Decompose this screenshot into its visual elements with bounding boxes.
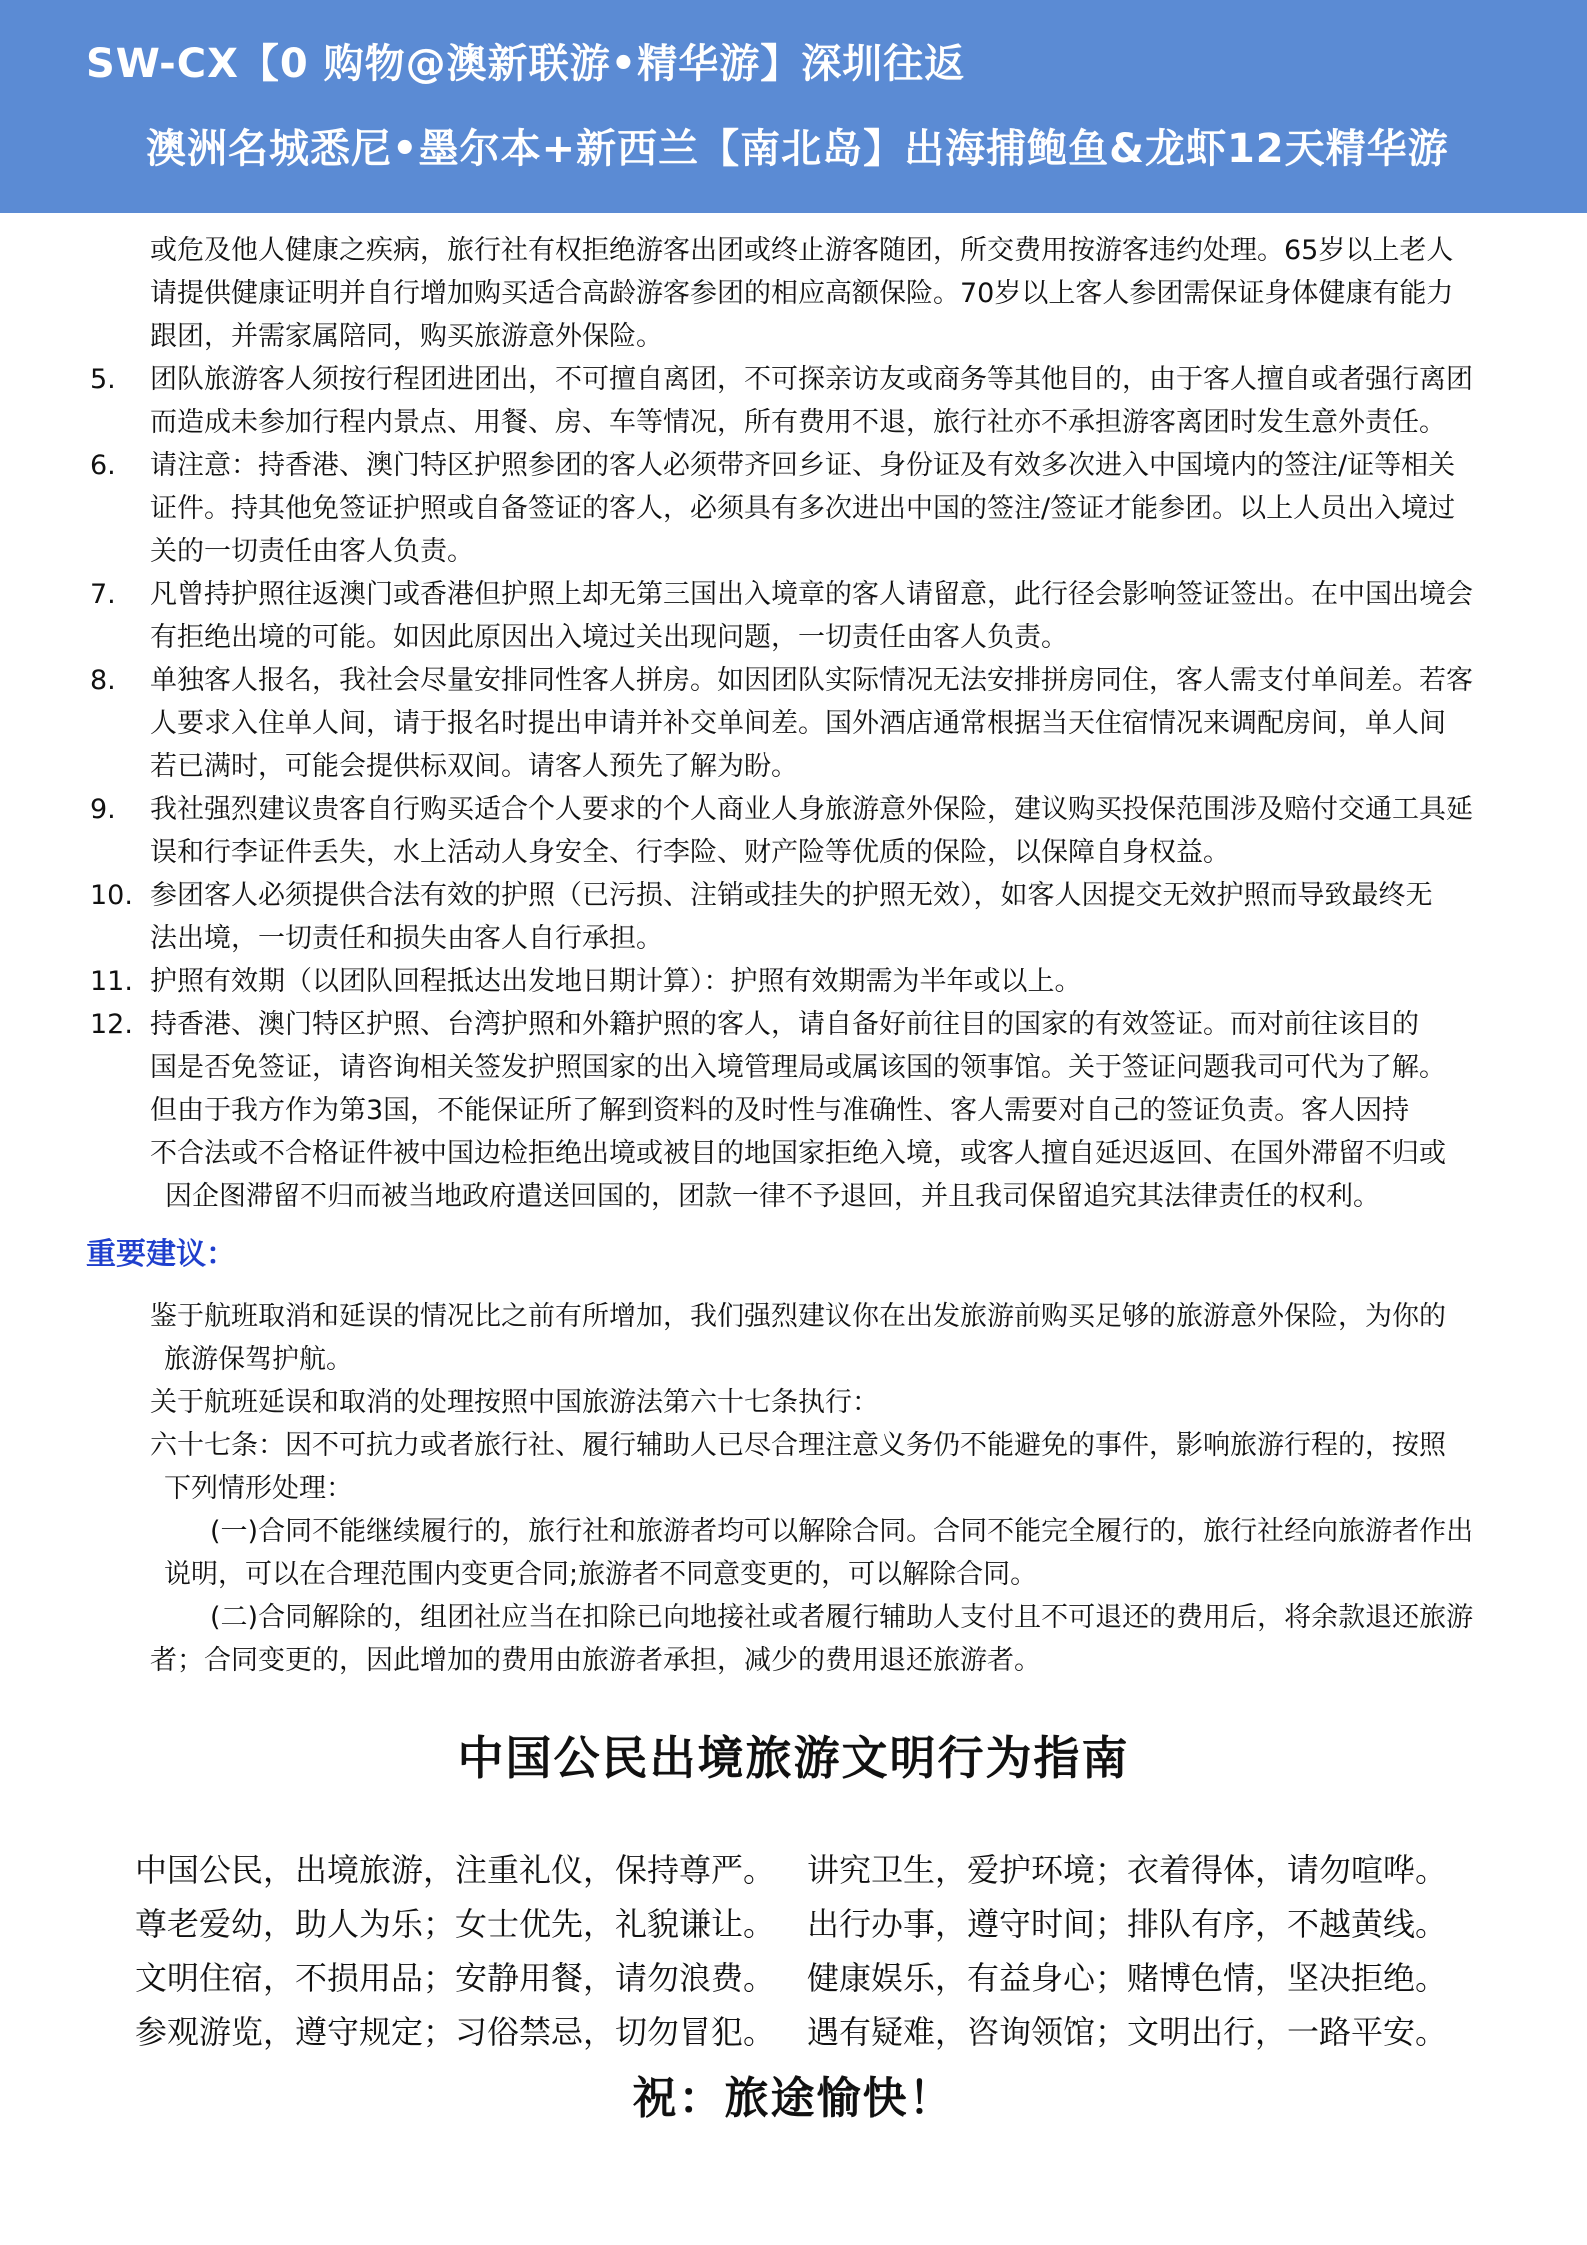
note-item (90, 874, 1510, 960)
verse: 遇有疑难，咨询领馆；文明出行，一路平安。 (807, 2013, 1448, 2051)
text-line: 有拒绝出境的可能。如因此原因出入境过关出现问题，一切责任由客人负责。 (150, 622, 1068, 653)
text-line: 说明，可以在合理范围内变更合同;旅游者不同意变更的，可以解除合同。 (164, 1559, 1038, 1590)
text-line: 持香港、澳门特区护照、台湾护照和外籍护照的客人，请自备好前往目的国家的有效签证。而对前往该目的 (150, 1009, 1419, 1040)
verse: 中国公民，出境旅游，注重礼仪，保持尊严。 (135, 1851, 776, 1889)
text-line: 误和行李证件丢失，水上活动人身安全、行李险、财产险等优质的保险，以保障自身权益。 (150, 837, 1230, 868)
note-item (90, 960, 1510, 1003)
text-line: 关的一切责任由客人负责。 (150, 536, 474, 567)
note-number: 12. (90, 1009, 133, 1040)
note-item (90, 788, 1510, 874)
text-line: 下列情形处理： (164, 1473, 353, 1504)
law-clause (150, 1596, 1510, 1682)
note-item (90, 444, 1510, 573)
text-line: 鉴于航班取消和延误的情况比之前有所增加，我们强烈建议你在出发旅游前购买足够的旅游意外保险，为你的 (150, 1301, 1446, 1332)
text-line: 旅游保驾护航。 (164, 1344, 353, 1375)
tour-name-title: 澳洲名城悉尼•墨尔本+新西兰【南北岛】出海捕鲍鱼&龙虾12天精华游 (146, 126, 1449, 172)
text-line: 因企图滞留不归而被当地政府遣送回国的，团款一律不予退回，并且我司保留追究其法律责任的权利。 (165, 1181, 1380, 1212)
note-number: 10. (90, 880, 133, 911)
text-line: 但由于我方作为第3国，不能保证所了解到资料的及时性与准确性、客人需要对自己的签证负责。客人因持 (150, 1095, 1410, 1126)
advice-paragraph: 关于航班延误和取消的处理按照中国旅游法第六十七条执行： (150, 1387, 879, 1418)
text-line: 或危及他人健康之疾病，旅行社有权拒绝游客出团或终止游客随团，所交费用按游客违约处理。65岁以上老人 (150, 235, 1454, 266)
note-number: 5. (90, 364, 116, 395)
guide-title: 中国公民出境旅游文明行为指南 (457, 1731, 1130, 1785)
text-line: 请注意：持香港、澳门特区护照参团的客人必须带齐回乡证、身份证及有效多次进入中国境内的签注/证等相关 (150, 450, 1456, 481)
text-line: 而造成未参加行程内景点、用餐、房、车等情况，所有费用不退，旅行社亦不承担游客离团时发生意外责任。 (150, 407, 1446, 438)
text-line: 六十七条：因不可抗力或者旅行社、履行辅助人已尽合理注意义务仍不能避免的事件，影响旅游行程的，按照 (150, 1430, 1446, 1461)
text-line: 法出境，一切责任和损失由客人自行承担。 (150, 923, 663, 954)
text-line: 若已满时，可能会提供标双间。请客人预先了解为盼。 (150, 751, 798, 782)
text-line: 团队旅游客人须按行程团进团出，不可擅自离团，不可探亲访友或商务等其他目的，由于客人擅自或者强行离团 (150, 364, 1473, 395)
verse: 文明住宿，不损用品；安静用餐，请勿浪费。 (135, 1959, 776, 1997)
text-line: 我社强烈建议贵客自行购买适合个人要求的个人商业人身旅游意外保险，建议购买投保范围涉及赔付交通工具延 (150, 794, 1473, 825)
text-line: 护照有效期（以团队回程抵达出发地日期计算）：护照有效期需为半年或以上。 (150, 966, 1082, 997)
note-number: 8. (90, 665, 116, 696)
note-item (90, 358, 1510, 444)
note-item (90, 573, 1510, 659)
note-number: 6. (90, 450, 116, 481)
verse: 出行办事，遵守时间；排队有序，不越黄线。 (807, 1905, 1448, 1943)
continued-note (150, 229, 1505, 358)
advice-section (150, 1295, 1510, 1682)
advice-paragraph (150, 1295, 1510, 1381)
guide-verses (135, 1843, 1475, 2059)
text-line: 者；合同变更的，因此增加的费用由旅游者承担，减少的费用退还旅游者。 (150, 1645, 1041, 1676)
text-line: 参团客人必须提供合法有效的护照（已污损、注销或挂失的护照无效），如客人因提交无效护照而导致最终无 (150, 880, 1433, 911)
text-line: 单独客人报名，我社会尽量安排同性客人拼房。如因团队实际情况无法安排拼房同住，客人需支付单间差。若客 (150, 665, 1473, 696)
text-line: 国是否免签证，请咨询相关签发护照国家的出入境管理局或属该国的领事馆。关于签证问题我司可代为了解。 (150, 1052, 1446, 1083)
law-clause (150, 1510, 1510, 1596)
text-line: 人要求入住单人间，请于报名时提出申请并补交单间差。国外酒店通常根据当天住宿情况来调配房间，单人间 (150, 708, 1446, 739)
text-line: 跟团，并需家属陪同，购买旅游意外保险。 (150, 321, 663, 352)
advice-paragraph (150, 1424, 1510, 1510)
text-line: (二)合同解除的，组团社应当在扣除已向地接社或者履行辅助人支付且不可退还的费用后，将余款退还旅游 (210, 1602, 1474, 1633)
tour-code-title: SW-CX【0 购物@澳新联游•精华游】深圳往返 (86, 41, 966, 87)
note-number: 7. (90, 579, 116, 610)
title-banner (0, 0, 1587, 213)
note-item (90, 1003, 1510, 1218)
text-line: 请提供健康证明并自行增加购买适合高龄游客参团的相应高额保险。70岁以上客人参团需保证身体健康有能力 (150, 278, 1454, 309)
verse: 参观游览，遵守规定；习俗禁忌，切勿冒犯。 (135, 2013, 776, 2051)
note-number: 9. (90, 794, 116, 825)
note-number: 11. (90, 966, 133, 997)
verse: 尊老爱幼，助人为乐；女士优先，礼貌谦让。 (135, 1905, 776, 1943)
text-line: (一)合同不能继续履行的，旅行社和旅游者均可以解除合同。合同不能完全履行的，旅行社经向旅游者作出 (210, 1516, 1474, 1547)
text-line: 凡曾持护照往返澳门或香港但护照上却无第三国出入境章的客人请留意，此行径会影响签证签出。在中国出境会 (150, 579, 1473, 610)
text-line: 不合法或不合格证件被中国边检拒绝出境或被目的地国家拒绝入境，或客人擅自延迟返回、在国外滞留不归或 (150, 1138, 1446, 1169)
verse: 健康娱乐，有益身心；赌博色情，坚决拒绝。 (807, 1959, 1448, 1997)
verse: 讲究卫生，爱护环境；衣着得体，请勿喧哗。 (807, 1851, 1448, 1889)
notes-list (90, 358, 1510, 1218)
advice-heading: 重要建议： (86, 1237, 236, 1272)
blessing: 祝：旅途愉快！ (632, 2073, 955, 2124)
note-item (90, 659, 1510, 788)
text-line: 证件。持其他免签证护照或自备签证的客人，必须具有多次进出中国的签注/签证才能参团。以上人员出入境过 (150, 493, 1456, 524)
